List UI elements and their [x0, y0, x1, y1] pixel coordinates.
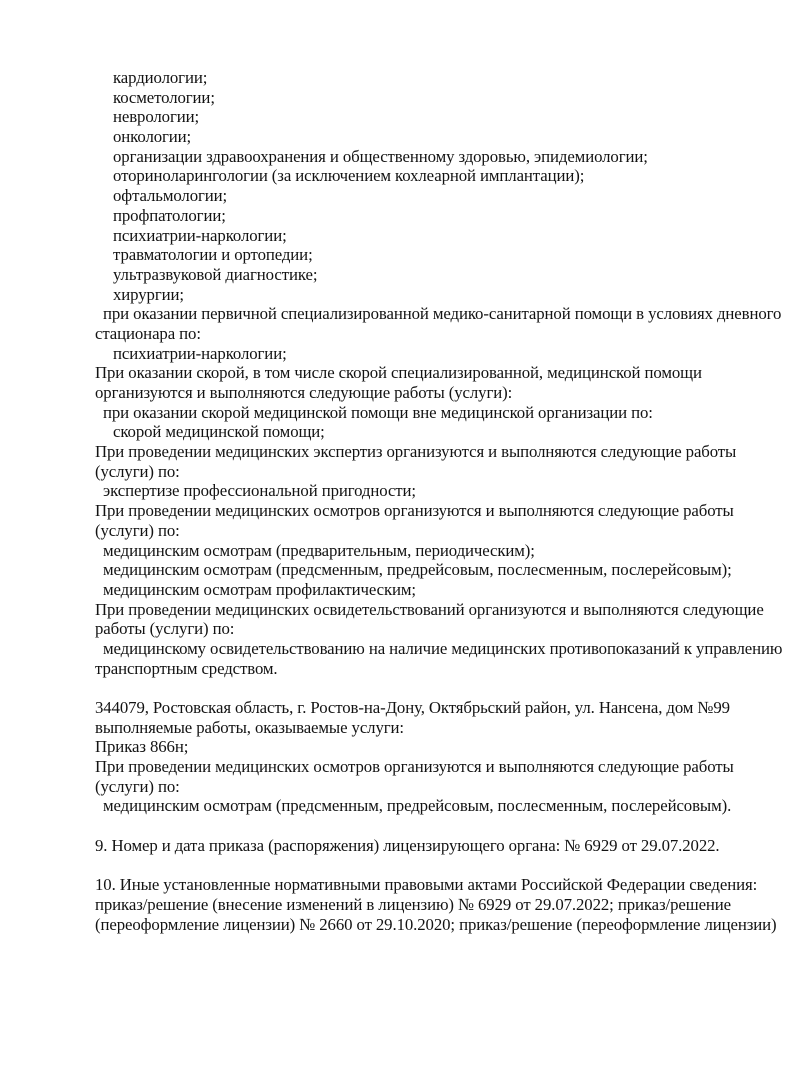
document-line-14: стационара по:	[95, 323, 201, 343]
document-line-24: (услуги) по:	[95, 520, 180, 540]
document-line-23: При проведении медицинских осмотров организуются и выполняются следующие работы	[95, 501, 734, 521]
blank-line	[95, 856, 795, 876]
document-line-20: При проведении медицинских экспертиз организуются и выполняются следующие работы	[95, 442, 737, 462]
document-line-18: при оказании скорой медицинской помощи вне медицинской организации по:	[103, 402, 653, 422]
document-line-44: (переоформление лицензии) № 2660 от 29.10.2020; приказ/решение (переоформление лицензии)	[95, 914, 777, 934]
document-line-17: организуются и выполняются следующие работы (услуги):	[95, 383, 513, 402]
document-line-36: При проведении медицинских осмотров организуются и выполняются следующие работы	[95, 757, 734, 777]
document-line-42: 10. Иные установленные нормативными правовыми актами Российской Федерации сведения:	[95, 875, 758, 895]
document-line-1: кардиологии;	[113, 68, 208, 87]
document-line-29: работы (услуги) по:	[95, 619, 235, 639]
document-line-12: хирургии;	[113, 284, 184, 304]
document-line-28: При проведении медицинских освидетельствований организуются и выполняются следующие	[95, 599, 764, 619]
document-line-9: психиатрии-наркологии;	[113, 225, 287, 245]
document-line-26: медицинским осмотрам (предсменным, предрейсовым, послесменным, послерейсовым);	[103, 560, 732, 580]
document-line-11: ультразвуковой диагностике;	[113, 264, 318, 284]
document-line-38: медицинским осмотрам (предсменным, предрейсовым, послесменным, послерейсовым).	[103, 796, 732, 816]
document-line-34: выполняемые работы, оказываемые услуги:	[95, 717, 404, 737]
document-line-27: медицинским осмотрам профилактическим;	[103, 579, 416, 599]
document-line-21: (услуги) по:	[95, 461, 180, 481]
document-line-33: 344079, Ростовская область, г. Ростов-на-Дону, Октябрьский район, ул. Нансена, дом №99	[95, 698, 730, 717]
document-line-2: косметологии;	[113, 87, 215, 107]
document-line-35: Приказ 866н;	[95, 737, 189, 757]
document-line-13: при оказании первичной специализированной медико-санитарной помощи в условиях дневного	[103, 304, 782, 324]
document-line-22: экспертизе профессиональной пригодности;	[103, 481, 416, 501]
document-text-block	[95, 68, 795, 934]
document-line-43: приказ/решение (внесение изменений в лицензию) № 6929 от 29.07.2022; приказ/решение	[95, 894, 732, 914]
document-line-19: скорой медицинской помощи;	[113, 422, 325, 442]
document-line-10: травматологии и ортопедии;	[113, 245, 313, 265]
document-line-30: медицинскому освидетельствованию на наличие медицинских противопоказаний к управлению	[103, 638, 783, 658]
document-line-25: медицинским осмотрам (предварительным, периодическим);	[103, 540, 535, 560]
document-line-5: организации здравоохранения и общественному здоровью, эпидемиологии;	[113, 146, 648, 166]
document-line-3: неврологии;	[113, 107, 200, 127]
document-line-7: офтальмологии;	[113, 186, 228, 206]
blank-line	[95, 816, 795, 836]
document-line-31: транспортным средством.	[95, 658, 278, 678]
blank-line	[95, 678, 795, 698]
document-line-40: 9. Номер и дата приказа (распоряжения) лицензирующего органа: № 6929 от 29.07.2022.	[95, 835, 720, 855]
document-line-6: оториноларингологии (за исключением кохлеарной имплантации);	[113, 166, 585, 186]
document-line-8: профпатологии;	[113, 205, 226, 225]
document-line-4: онкологии;	[113, 127, 192, 147]
document-line-15: психиатрии-наркологии;	[113, 343, 287, 363]
document-line-37: (услуги) по:	[95, 776, 180, 796]
document-line-16: При оказании скорой, в том числе скорой специализированной, медицинской помощи	[95, 363, 702, 383]
